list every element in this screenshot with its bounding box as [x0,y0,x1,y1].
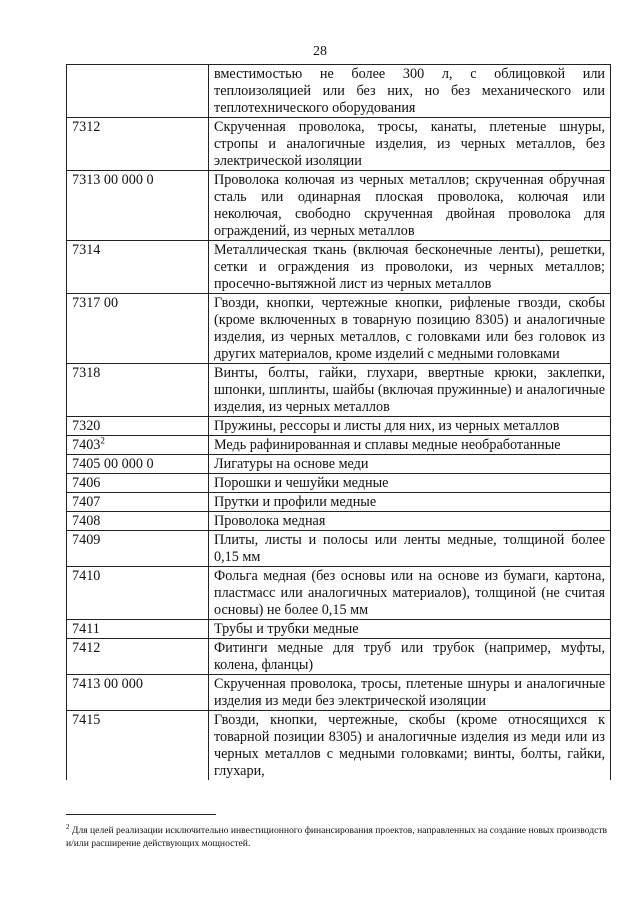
table-row [67,531,611,567]
tariff-code-cell [67,531,209,567]
tariff-code-cell [67,639,209,675]
tariff-code: 7317 00 [72,295,119,311]
tariff-code-cell [67,364,209,417]
tariff-code-cell [67,512,209,531]
tariff-code-cell [67,118,209,171]
tariff-code: 7412 [72,640,101,656]
table-row [67,417,611,436]
tariff-code: 7312 [72,119,101,135]
tariff-code-cell [67,711,209,781]
tariff-code: 7411 [72,621,100,637]
footnote-reference: 2 [100,435,105,446]
tariff-code: 7320 [72,418,101,434]
tariff-code: 7413 00 000 [72,676,143,692]
footnote-marker: 2 [66,822,70,831]
tariff-code-cell [67,241,209,294]
goods-description: Фольга медная (без основы или на основе из бумаги, картона, пластмасс или аналогичных материалов), толщиной (не считая основы) не более 0,15 мм [209,567,611,620]
goods-description: Винты, болты, гайки, глухари, ввертные крюки, заклепки, шпонки, шплинты, шайбы (включая пружинные) и аналогичные изделия, из черных металлов [209,364,611,417]
tariff-code: 7405 00 000 0 [72,456,154,472]
goods-description: Пружины, рессоры и листы для них, из черных металлов [209,417,611,436]
table-row [67,241,611,294]
goods-description: Медь рафинированная и сплавы медные необработанные [209,436,611,455]
tariff-code: 7314 [72,242,101,258]
tariff-code: 7415 [72,712,101,728]
table-row [67,567,611,620]
goods-description: Гвозди, кнопки, чертежные кнопки, рифленые гвозди, скобы (кроме включенных в товарную позицию 8305) и аналогичные изделия, из черных металлов, с головками или без головок из других материалов, кроме изделий с медными головками [209,294,611,364]
footnote-divider [66,814,216,815]
goods-description: Фитинги медные для труб или трубок (например, муфты, колена, фланцы) [209,639,611,675]
table-row [67,620,611,639]
tariff-code-cell [67,436,209,455]
tariff-code: 7408 [72,513,101,529]
tariff-code-cell [67,65,209,118]
table-row [67,455,611,474]
goods-description: вместимостью не более 300 л, с облицовкой или теплоизоляцией или без них, но без механического или теплотехнического оборудования [209,65,611,118]
goods-description: Плиты, листы и полосы или ленты медные, толщиной более 0,15 мм [209,531,611,567]
goods-description: Прутки и профили медные [209,493,611,512]
footnote [66,824,611,850]
goods-description: Порошки и чешуйки медные [209,474,611,493]
table-row [67,512,611,531]
tariff-code-cell [67,294,209,364]
tariff-code: 7407 [72,494,101,510]
goods-description: Металлическая ткань (включая бесконечные ленты), решетки, сетки и ограждения из проволоки, из черных металлов; просечно-вытяжной лист из черных металлов [209,241,611,294]
table-row [67,711,611,781]
tariff-code-cell [67,171,209,241]
goods-description: Лигатуры на основе меди [209,455,611,474]
tariff-code-cell [67,675,209,711]
tariff-code-cell [67,417,209,436]
table-row [67,171,611,241]
table-row [67,294,611,364]
tariff-code-cell [67,474,209,493]
tariff-code: 7406 [72,475,101,491]
tariff-code: 7403 [72,437,101,453]
table-row [67,65,611,118]
goods-description: Проволока медная [209,512,611,531]
tariff-code-table [66,64,611,780]
table-row [67,474,611,493]
tariff-code: 7318 [72,365,101,381]
tariff-code-cell [67,493,209,512]
tariff-code: 7409 [72,532,101,548]
tariff-code: 7410 [72,568,101,584]
tariff-code: 7313 00 000 0 [72,172,154,188]
table-row [67,436,611,455]
table-row [67,675,611,711]
table-row [67,118,611,171]
goods-description: Трубы и трубки медные [209,620,611,639]
goods-description: Гвозди, кнопки, чертежные, скобы (кроме относящихся к товарной позиции 8305) и аналогичные изделия из меди или из черных металлов с медными головками; винты, болты, гайки, глухари, [209,711,611,781]
goods-description: Скрученная проволока, тросы, канаты, плетеные шнуры, стропы и аналогичные изделия, из черных металлов, без электрической изоляции [209,118,611,171]
table-row [67,639,611,675]
table-row [67,493,611,512]
tariff-code-cell [67,455,209,474]
tariff-code-cell [67,567,209,620]
tariff-code-cell [67,620,209,639]
footnote-text: Для целей реализации исключительно инвестиционного финансирования проектов, направленных на создание новых производств и/или расширение действующих мощностей. [66,825,608,849]
goods-description: Проволока колючая из черных металлов; скрученная обручная сталь или одинарная плоская проволока, колючая или неколючая, свободно скрученная двойная проволока для ограждений, из черных металлов [209,171,611,241]
goods-description: Скрученная проволока, тросы, плетеные шнуры и аналогичные изделия из меди без электрической изоляции [209,675,611,711]
page-number: 28 [313,44,327,59]
table-row [67,364,611,417]
